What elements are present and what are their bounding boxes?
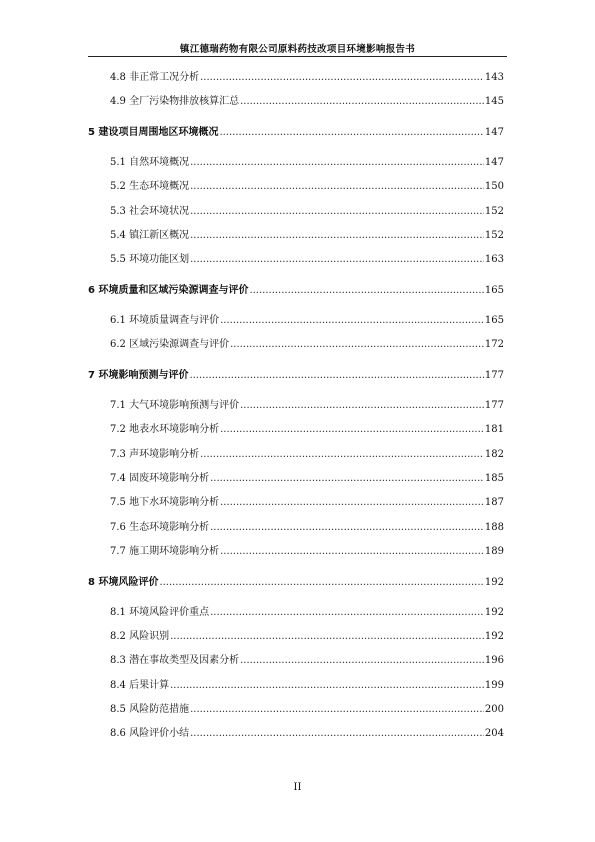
toc-entry-page: 182	[484, 449, 504, 460]
page-number: II	[293, 782, 302, 793]
toc-section-entry[interactable]	[110, 704, 504, 716]
toc-entry-page: 150	[484, 181, 504, 192]
toc-entry-title: 5 建设项目周围地区环境概况	[88, 127, 219, 138]
toc-section-entry[interactable]	[110, 400, 504, 412]
toc-dot-leader	[220, 424, 484, 436]
toc-section-entry[interactable]	[110, 607, 504, 619]
toc-section-entry[interactable]	[110, 473, 504, 485]
toc-entry-page: 192	[484, 607, 504, 618]
toc-dot-leader	[220, 546, 484, 558]
toc-dot-leader	[159, 577, 483, 589]
toc-dot-leader	[190, 728, 484, 740]
toc-entry-title: 8.1 环境风险评价重点	[110, 607, 210, 618]
toc-entry-page: 165	[484, 285, 504, 296]
toc-entry-title: 4.8 非正常工况分析	[110, 72, 200, 83]
toc-entry-page: 143	[484, 72, 504, 83]
toc-entry-page: 177	[484, 370, 504, 381]
running-header	[88, 34, 507, 57]
toc-entry-title: 8.3 潜在事故类型及因素分析	[110, 655, 240, 666]
toc-section-entry[interactable]	[110, 72, 504, 84]
toc-section-entry[interactable]	[110, 254, 504, 266]
toc-dot-leader	[190, 157, 484, 169]
toc-dot-leader	[189, 370, 483, 382]
toc-entry-page: 204	[484, 728, 504, 739]
toc-dot-leader	[190, 181, 484, 193]
toc-dot-leader	[210, 473, 484, 485]
toc-entry-title: 5.4 镇江新区概况	[110, 230, 190, 241]
toc-section-entry[interactable]	[110, 96, 504, 108]
toc-entry-page: 177	[484, 400, 504, 411]
toc-entry-page: 163	[484, 254, 504, 265]
toc-entry-page: 192	[484, 631, 504, 642]
toc-entry-page: 172	[484, 339, 504, 350]
toc-section-entry[interactable]	[110, 497, 504, 509]
toc-entry-page: 187	[484, 497, 504, 508]
toc-entry-page: 188	[484, 522, 504, 533]
toc-chapter-entry[interactable]	[88, 285, 504, 297]
toc-section-entry[interactable]	[110, 449, 504, 461]
toc-section-entry[interactable]	[110, 339, 504, 351]
toc-section-entry[interactable]	[110, 181, 504, 193]
toc-entry-title: 7.1 大气环境影响预测与评价	[110, 400, 240, 411]
toc-chapter-entry[interactable]	[88, 577, 504, 589]
toc-entry-title: 8.6 风险评价小结	[110, 728, 190, 739]
toc-section-entry[interactable]	[110, 157, 504, 169]
toc-entry-title: 5.1 自然环境概况	[110, 157, 190, 168]
toc-entry-page: 147	[484, 157, 504, 168]
toc-dot-leader	[230, 339, 484, 351]
toc-dot-leader	[210, 607, 484, 619]
toc-entry-page: 199	[484, 680, 504, 691]
toc-entry-page: 196	[484, 655, 504, 666]
toc-entry-title: 8 环境风险评价	[88, 577, 159, 588]
toc-section-entry[interactable]	[110, 728, 504, 740]
header-title: 镇江德瑞药物有限公司原料药技改项目环境影响报告书	[179, 44, 416, 55]
toc-chapter-entry[interactable]	[88, 127, 504, 139]
toc-section-entry[interactable]	[110, 424, 504, 436]
toc-dot-leader	[220, 315, 484, 327]
toc-entry-title: 7 环境影响预测与评价	[88, 370, 189, 381]
toc-dot-leader	[219, 127, 483, 139]
toc-section-entry[interactable]	[110, 655, 504, 667]
toc-entry-page: 147	[484, 127, 504, 138]
toc-entry-title: 7.3 声环境影响分析	[110, 449, 200, 460]
toc-dot-leader	[240, 400, 484, 412]
toc-chapter-entry[interactable]	[88, 370, 504, 382]
toc-entry-title: 8.2 风险识别	[110, 631, 170, 642]
toc-entry-page: 165	[484, 315, 504, 326]
toc-entry-page: 181	[484, 424, 504, 435]
toc-entry-title: 6.1 环境质量调查与评价	[110, 315, 220, 326]
toc-entry-title: 5.3 社会环境状况	[110, 206, 190, 217]
toc-entry-title: 7.2 地表水环境影响分析	[110, 424, 220, 435]
toc-dot-leader	[200, 72, 484, 84]
toc-dot-leader	[240, 655, 484, 667]
toc-dot-leader	[240, 96, 484, 108]
toc-entry-title: 7.7 施工期环境影响分析	[110, 546, 220, 557]
toc-entry-page: 152	[484, 206, 504, 217]
toc-section-entry[interactable]	[110, 631, 504, 643]
toc-entry-title: 4.9 全厂污染物排放核算汇总	[110, 96, 240, 107]
toc-dot-leader	[170, 631, 484, 643]
toc-section-entry[interactable]	[110, 315, 504, 327]
toc-entry-page: 152	[484, 230, 504, 241]
toc-section-entry[interactable]	[110, 230, 504, 242]
toc-entry-title: 6 环境质量和区域污染源调查与评价	[88, 285, 249, 296]
toc-dot-leader	[200, 449, 484, 461]
toc-entry-title: 7.6 生态环境影响分析	[110, 522, 210, 533]
toc-dot-leader	[170, 680, 484, 692]
toc-dot-leader	[190, 704, 484, 716]
toc-dot-leader	[190, 206, 484, 218]
toc-dot-leader	[220, 497, 484, 509]
toc-entry-page: 189	[484, 546, 504, 557]
toc-section-entry[interactable]	[110, 522, 504, 534]
toc-entry-page: 145	[484, 96, 504, 107]
toc-entry-page: 185	[484, 473, 504, 484]
toc-section-entry[interactable]	[110, 546, 504, 558]
toc-dot-leader	[210, 522, 484, 534]
toc-entry-title: 5.2 生态环境概况	[110, 181, 190, 192]
toc-dot-leader	[190, 230, 484, 242]
toc-entry-title: 8.5 风险防范措施	[110, 704, 190, 715]
toc-entry-title: 7.4 固废环境影响分析	[110, 473, 210, 484]
toc-dot-leader	[190, 254, 484, 266]
toc-section-entry[interactable]	[110, 206, 504, 218]
toc-entry-title: 5.5 环境功能区划	[110, 254, 190, 265]
toc-section-entry[interactable]	[110, 680, 504, 692]
toc-dot-leader	[249, 285, 483, 297]
toc-entry-title: 8.4 后果计算	[110, 680, 170, 691]
toc-entry-page: 200	[484, 704, 504, 715]
toc-entry-title: 7.5 地下水环境影响分析	[110, 497, 220, 508]
toc-entry-page: 192	[484, 577, 504, 588]
toc-entry-title: 6.2 区域污染源调查与评价	[110, 339, 230, 350]
